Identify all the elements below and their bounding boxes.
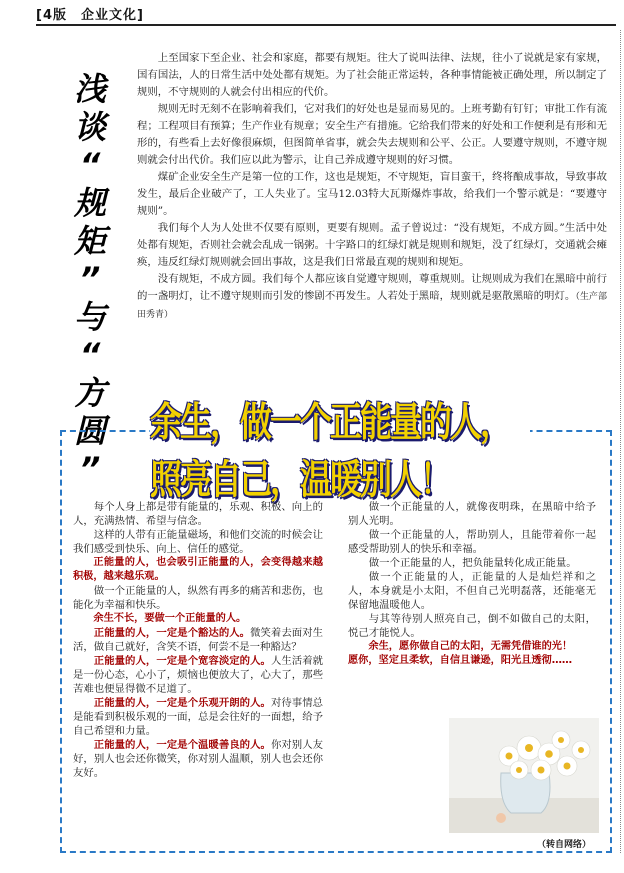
article1-paragraph: 我们每个人为人处世不仅要有原则，更要有规则。孟子曾说过：“没有规矩，不成方圆。”生活中处处都有规矩，否则社会就会乱成一锅粥。十字路口的红绿灯就是规则和规矩，没了红绿灯，交通就会瘫痪，违反红绿灯规则就会回出事故，这是我们日常最直观的规则和规矩。 — [137, 222, 607, 268]
title-char: “ — [79, 146, 101, 184]
article2-paragraph: 每个人身上都是带有能量的，乐观、积极、向上的人，充满热情、希望与信念。 — [73, 501, 323, 527]
title-char: 与 — [73, 298, 106, 336]
article2-paragraph: 这样的人带有正能量磁场，和他们交流的时候会让我们感受到快乐、向上、信任的感觉。 — [73, 529, 323, 555]
article1-author: （生产部 田秀青） — [137, 292, 607, 320]
article2-paragraph: 做一个正能量的人，正能量的人是灿烂祥和之人，本身就是小太阳，不但自己光明磊落，还能毫无保留地温暖他人。 — [348, 571, 596, 611]
article2-emphasis-lead: 正能量的人，一定是个豁达的人。 — [93, 627, 251, 639]
article1-paragraph-text: 没有规矩，不成方圆。我们每个人都应该自觉遵守规则，尊重规则。让规则成为我们在黑暗中前行的一盏明灯，让不遵守规则而引发的惨剧不再发生。人若处于黑暗，规则就是驱散黑暗的明灯。 — [137, 273, 607, 302]
title-char: 方 — [73, 374, 106, 412]
article2-title: 余生，做一个正能量的人，照亮自己，温暖别人！ — [150, 398, 511, 503]
title-char: 谈 — [73, 108, 106, 146]
article2-emphasis: 愿你，坚定且柔软，自信且谦逊，阳光且透彻…… — [348, 655, 573, 666]
article2-paragraph-text: 你对别人友好，别人也会还你微笑，你对别人温顺，别人也会还你友好。 — [73, 739, 324, 779]
article2-emphasis-lead: 正能量的人，一定是个宽容淡定的人。 — [93, 655, 271, 667]
article2-paragraph: 与其等待别人照亮自己，倒不如做自己的太阳，悦己才能悦人。 — [348, 613, 596, 639]
article1-paragraph: 上至国家下至企业、社会和家庭，都要有规矩。往大了说叫法律、法规，往小了说就是家有家规，国有国法，人的日常生活中处处都有规矩。为了社会能正常运转，各种事情能被正确处理，所以制定了规则，不守规则的人就会付出相应的代价。 — [137, 52, 607, 98]
article2-emphasis-lead: 正能量的人，一定是个乐观开朗的人。 — [93, 697, 271, 709]
article2-emphasis-lead: 正能量的人，一定是个温暖善良的人。 — [93, 739, 271, 751]
flowers-photo — [449, 718, 599, 833]
header-rule — [36, 24, 616, 26]
article2-paragraph: 做一个正能量的人，帮助别人，且能带着你一起感受帮助别人的快乐和幸福。 — [348, 529, 596, 555]
title-char: 浅 — [73, 70, 106, 108]
article2-paragraph-text: 人生活着就是一份心态，心小了，烦恼也便放大了，心大了，那些苦难也便显得微不足道了。 — [73, 655, 324, 695]
article2-left-column — [73, 500, 323, 780]
article2-emphasis: 余生，愿你做自己的太阳，无需凭借谁的光！ — [368, 641, 573, 652]
page-label: [4版 — [36, 7, 67, 23]
article2-paragraph-text: 微笑着去面对生活，做自己就好，含笑不语，何尝不是一种豁达？ — [73, 627, 324, 653]
flowers-illustration — [449, 718, 599, 833]
article1-vertical-title — [50, 70, 130, 488]
title-char: 规 — [73, 184, 106, 222]
article1-paragraph: 煤矿企业安全生产是第一位的工作，这也是规矩，不守规矩，盲目蛮干，终将酿成事故，导致事故发生，最后企业破产了，工人失业了。宝马12.03特大瓦斯爆炸事故，给我们一个警示就是：“要遵守规则”。 — [137, 171, 607, 217]
article2-paragraph: 做一个正能量的人，纵然有再多的痛苦和悲伤，也能化为幸福和快乐。 — [73, 585, 323, 611]
article2-paragraph: 做一个正能量的人，把负能量转化成正能量。 — [368, 557, 577, 569]
section-title: 企业文化] — [81, 7, 144, 23]
article2-title-banner — [150, 398, 530, 503]
article2-paragraph — [73, 696, 323, 738]
article1-paragraph: 规则无时无刻不在影响着我们，它对我们的好处也是显而易见的。上班考勤有钉钉；审批工作有流程；工程项目有预算；生产作业有规章；安全生产有措施。它给我们带来的好处和工作便利是有形和无形的，有些看上去好像很麻烦，但图简单省事，就会失去规则和公平、公正。人要遵守规则，不遵守规则就会付出代价。我们应以此为警示，让自己养成遵守规则的好习惯。 — [137, 103, 607, 166]
title-char: 矩 — [73, 222, 106, 260]
article2-paragraph — [73, 626, 323, 654]
title-char: “ — [79, 336, 101, 374]
title-char: ” — [79, 450, 101, 488]
page-header — [36, 3, 144, 23]
article2-emphasis: 余生不长，要做一个正能量的人。 — [93, 613, 247, 624]
article2-paragraph-text: 对待事情总是能看到积极乐观的一面，总是会往好的一面想，给予自己希望和力量。 — [73, 697, 324, 737]
article2-right-column — [348, 500, 596, 668]
article1-paragraph — [137, 271, 607, 324]
article2-emphasis: 正能量的人，也会吸引正能量的人，会变得越来越积极，越来越乐观。 — [73, 557, 323, 582]
article2-paragraph — [73, 738, 323, 780]
title-char: ” — [79, 260, 101, 298]
article2-paragraph — [73, 654, 323, 696]
article1-body — [137, 50, 607, 324]
title-char: 圆 — [73, 412, 106, 450]
photo-caption: （转自网络） — [537, 840, 592, 850]
article2-paragraph: 做一个正能量的人，就像夜明珠，在黑暗中给予别人光明。 — [348, 501, 596, 527]
right-margin-rule — [620, 30, 621, 853]
